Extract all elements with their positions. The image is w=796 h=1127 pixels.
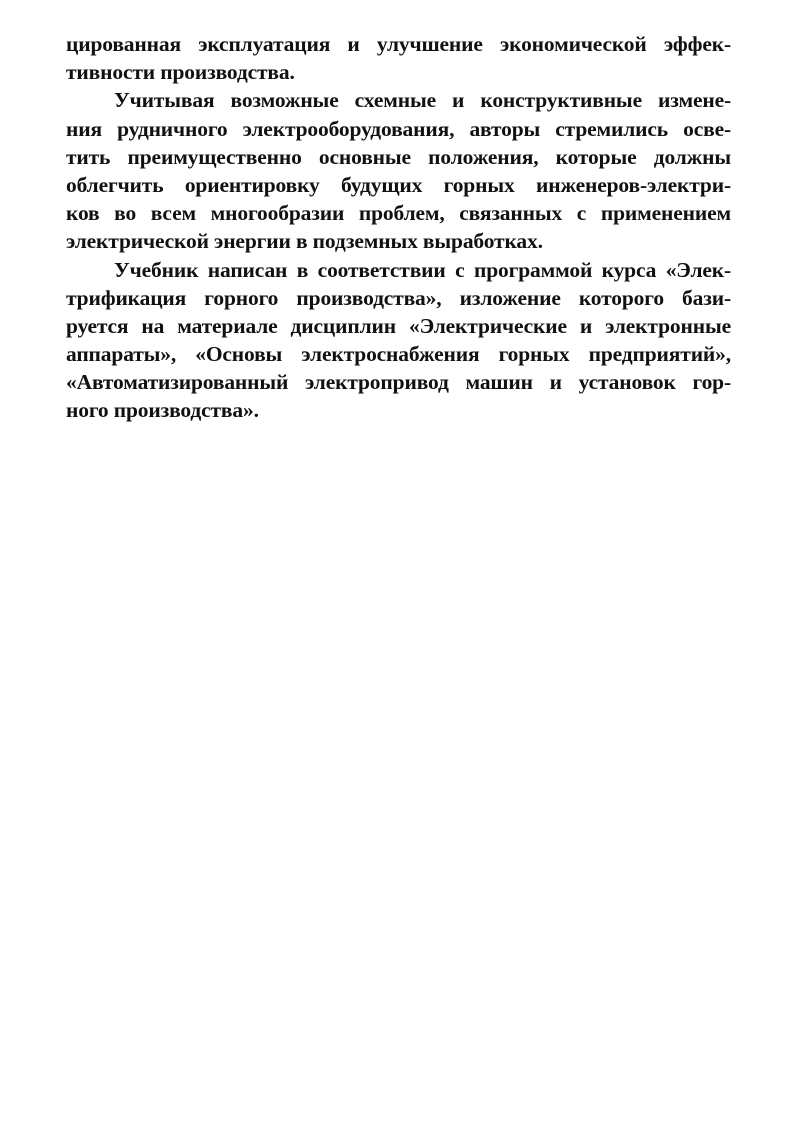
text-line: трификация горного производства», изложение которого бази-	[66, 285, 731, 310]
paragraph-1	[66, 30, 731, 86]
text-line: облегчить ориентировку будущих горных инженеров-электри-	[66, 172, 731, 197]
text-line: «Автоматизированный электропривод машин и установок гор-	[66, 370, 731, 395]
text-line: ного производства».	[66, 398, 259, 423]
text-line: Учитывая возможные схемные и конструктивные измене-	[114, 88, 731, 113]
paragraph-2	[66, 86, 731, 255]
text-line: Учебник написан в соответствии с программой курса «Элек-	[114, 257, 731, 282]
text-line: ния рудничного электрооборудования, авторы стремились осве-	[66, 116, 731, 141]
text-line: аппараты», «Основы электроснабжения горных предприятий»,	[66, 342, 731, 367]
text-line: тивности производства.	[66, 60, 295, 85]
text-line: ков во всем многообразии проблем, связанных с применением	[66, 201, 731, 226]
paragraph-3	[66, 256, 731, 425]
text-line: тить преимущественно основные положения, которые должны	[66, 144, 731, 169]
body-text	[66, 30, 731, 425]
text-line: электрической энергии в подземных выработках.	[66, 229, 543, 254]
text-line: цированная эксплуатация и улучшение экономической эффек-	[66, 32, 731, 56]
text-line: руется на материале дисциплин «Электрические и электронные	[66, 313, 731, 338]
